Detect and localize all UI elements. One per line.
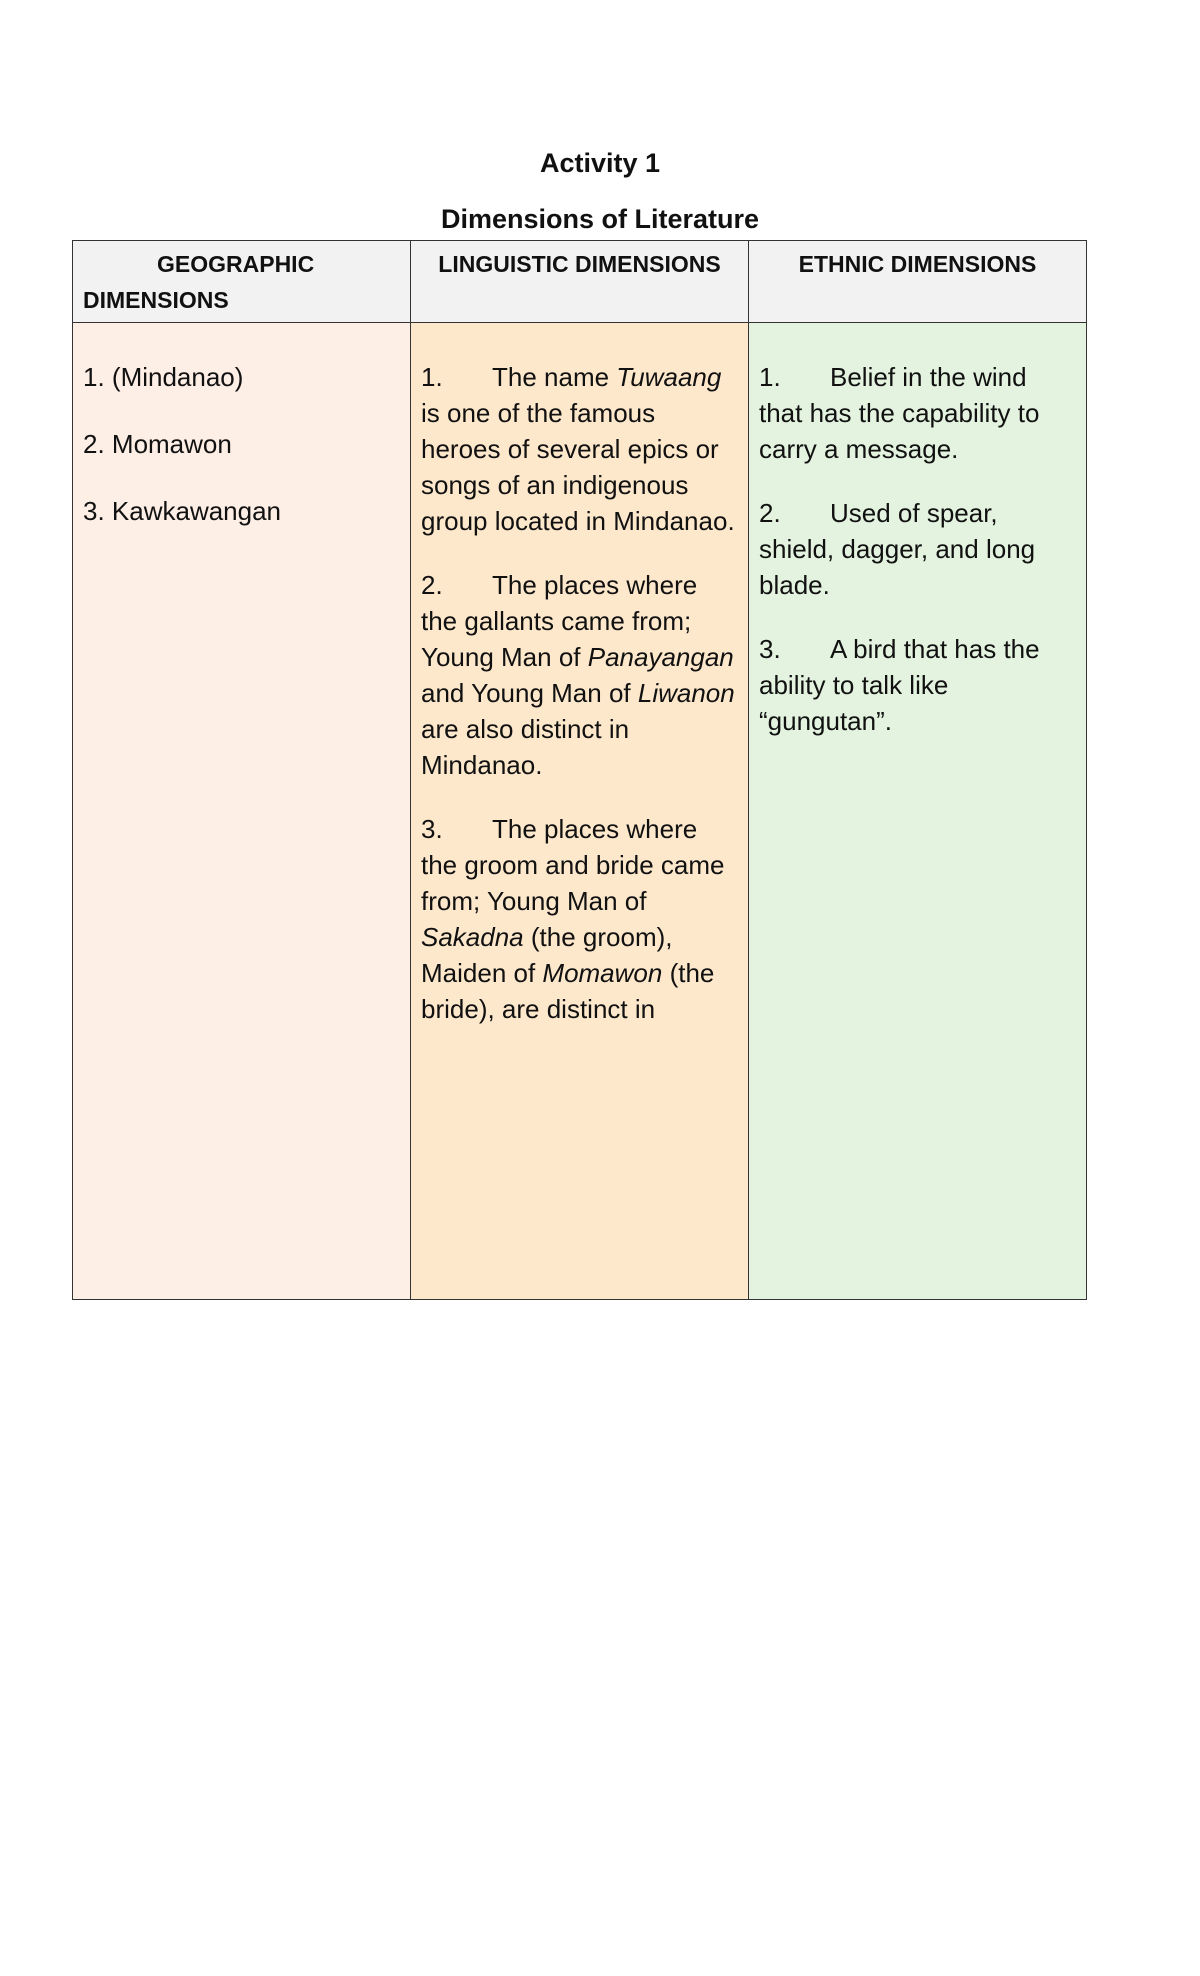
item-emphasis: Tuwaang [616,362,722,392]
geographic-header: GEOGRAPHIC DIMENSIONS [73,241,411,323]
item-text: The places where the gallants came from; Young Man of [421,570,698,672]
table-header-row [73,241,1087,323]
page-subtitle: Dimensions of Literature [440,204,760,234]
linguistic-item [421,811,738,1027]
item-emphasis: Sakadna [421,922,524,952]
item-emphasis: Momawon [542,958,663,988]
geographic-item: 1. (Mindanao) [83,362,244,392]
item-text: (the bride), are distinct in [421,958,715,1024]
item-text: Belief in the wind that has the capability to carry a message. [759,362,1040,464]
ethnic-cell [749,323,1087,1300]
item-text: The places where the groom and bride came from; Young Man of [421,814,725,916]
ethnic-header: ETHNIC DIMENSIONS [749,241,1087,323]
linguistic-cell [411,323,749,1300]
table-body-row [73,323,1087,1300]
ethnic-item [759,495,1076,603]
dimensions-table [72,240,1087,1300]
ethnic-item [759,631,1076,739]
item-emphasis: Panayangan [587,642,734,672]
item-text: (the groom), Maiden of [421,922,673,988]
item-number: 2. [759,498,781,528]
item-text: is one of the famous heroes of several epics or songs of an indigenous group located in Mindanao. [421,398,735,536]
item-number: 3. [421,814,443,844]
item-number: 1. [759,362,781,392]
linguistic-item [421,567,738,783]
geographic-cell [73,323,411,1300]
item-text: The name [492,362,617,392]
item-number: 1. [421,362,443,392]
geographic-item: 2. Momawon [83,429,232,459]
item-number: 2. [421,570,443,600]
geographic-item: 3. Kawkawangan [83,496,282,526]
item-text: Used of spear, shield, dagger, and long blade. [759,498,1036,600]
item-emphasis: Liwanon [637,678,735,708]
item-text: are also distinct in Mindanao. [421,714,630,780]
item-text: A bird that has the ability to talk like “gungutan”. [759,634,1040,736]
ethnic-item [759,359,1076,467]
linguistic-item [421,359,738,539]
item-text: and Young Man of [421,678,638,708]
linguistic-header: LINGUISTIC DIMENSIONS [411,241,749,323]
item-number: 3. [759,634,781,664]
page-title: Activity 1 [539,148,661,178]
